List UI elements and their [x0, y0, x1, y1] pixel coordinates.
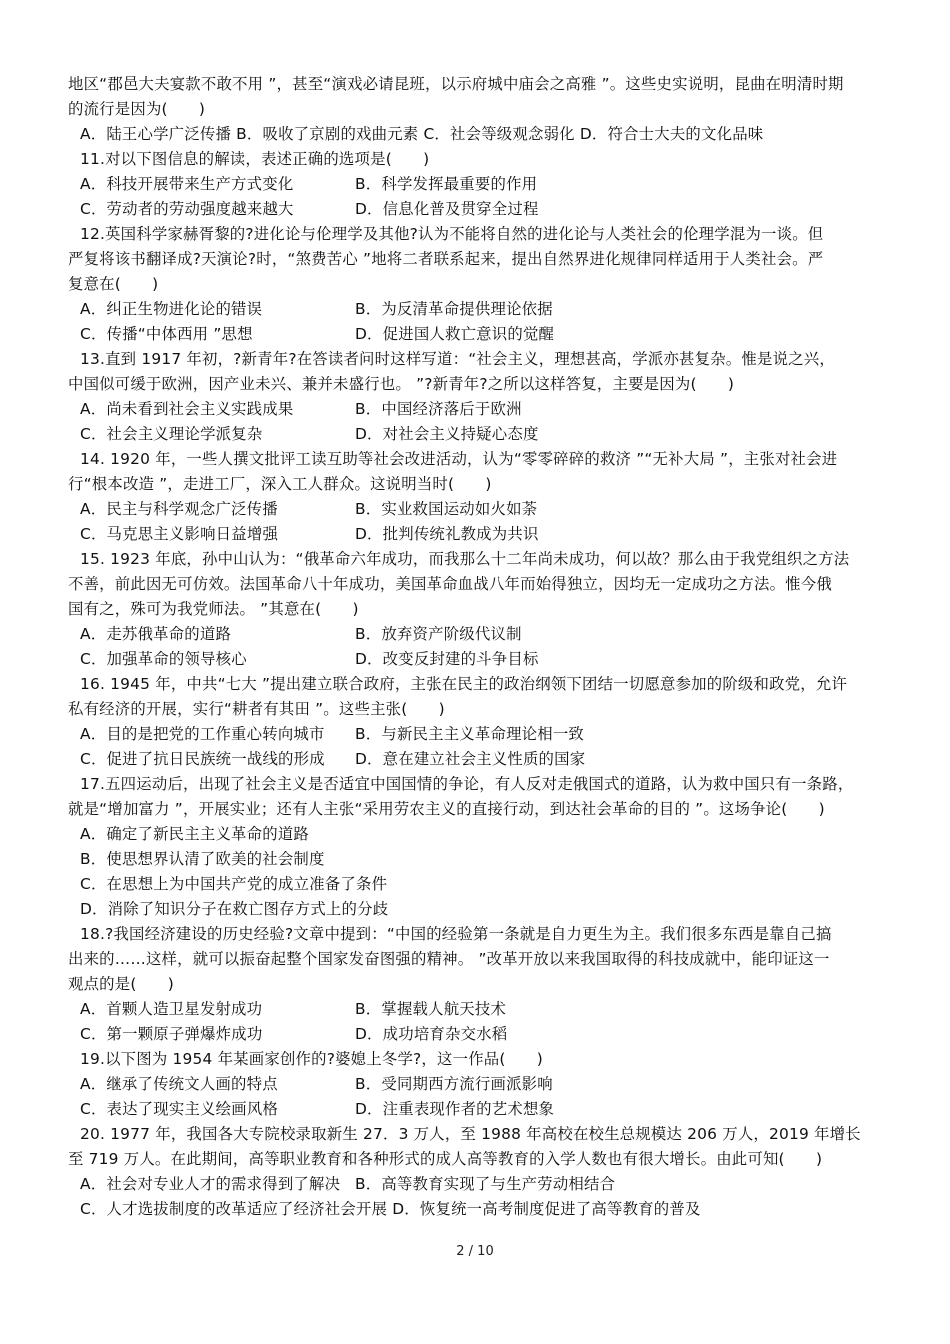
- option-text: A．目的是把党的工作重心转向城市: [80, 725, 325, 743]
- option-row: [68, 297, 886, 322]
- text-line: 12.英国科学家赫胥黎的?进化论与伦理学及其他?认为不能将自然的进化论与人类社会的伦理学混为一谈。但: [80, 225, 824, 243]
- text-line: 复意在( ): [68, 275, 159, 293]
- text-line: 19.以下图为 1954 年某画家创作的?婆媳上冬学?，这一作品( ): [80, 1050, 543, 1068]
- option-row: [68, 647, 886, 672]
- option-text: B．高等教育实现了与生产劳动相结合: [355, 1175, 616, 1193]
- option-text: B．中国经济落后于欧洲: [355, 400, 522, 418]
- text-line: 中国似可缓于欧洲，因产业未兴、兼并未盛行也。 ”?新青年?之所以这样答复，主要是因为( ): [68, 375, 735, 393]
- option-row: [68, 397, 886, 422]
- option-text: B．为反清革命提供理论依据: [355, 300, 553, 318]
- text-line: 严复将该书翻译成?天演论?时，“煞费苦心 ”地将二者联系起来，提出自然界进化规律同样适用于人类社会。严: [68, 250, 824, 268]
- text-line: 行“根本改造 ”，走进工厂，深入工人群众。这说明当时( ): [68, 475, 492, 493]
- option-text: B．掌握载人航天技术: [355, 1000, 507, 1018]
- option-text: C．传播“中体西用 ”思想: [80, 325, 253, 343]
- text-line: 观点的是( ): [68, 975, 174, 993]
- option-row: [68, 722, 886, 747]
- option-text: C．加强革命的领导核心: [80, 650, 247, 668]
- document-body: [68, 72, 886, 1222]
- text-line: 14. 1920 年，一些人撰文批评工读互助等社会改进活动，认为“零零碎碎的救济 ”“无补大局 ”，主张对社会进: [80, 450, 838, 468]
- option-text: B．实业救国运动如火如荼: [355, 500, 538, 518]
- option-row: [68, 1097, 886, 1122]
- text-line: 17.五四运动后，出现了社会主义是否适宜中国国情的争论，有人反对走俄国式的道路，认为救中国只有一条路，: [80, 775, 854, 793]
- option-text: C．表达了现实主义绘画风格: [80, 1100, 279, 1118]
- option-text: D．注重表现作者的艺术想象: [355, 1100, 555, 1118]
- text-line: A．确定了新民主主义革命的道路: [80, 825, 309, 843]
- option-text: D．促进国人救亡意识的觉醒: [355, 325, 555, 343]
- text-line: 就是“增加富力 ”，开展实业；还有人主张“采用劳农主义的直接行动，到达社会革命的目的 ”。这场争论( ): [68, 800, 825, 818]
- option-row: [68, 497, 886, 522]
- option-text: C．促进了抗日民族统一战线的形成: [80, 750, 325, 768]
- option-row: [68, 622, 886, 647]
- text-line: 13.直到 1917 年初，?新青年?在答读者问时这样写道：“社会主义，理想甚高，学派亦甚复杂。惟是说之兴，: [80, 350, 835, 368]
- option-text: D．意在建立社会主义性质的国家: [355, 750, 586, 768]
- option-text: A．首颗人造卫星发射成功: [80, 1000, 263, 1018]
- text-line: 出来的……这样，就可以振奋起整个国家发奋图强的精神。 ”改革开放以来我国取得的科技成就中，能印证这一: [68, 950, 830, 968]
- option-text: A．走苏俄革命的道路: [80, 625, 232, 643]
- text-line: 私有经济的开展，实行“耕者有其田 ”。这些主张( ): [68, 700, 445, 718]
- option-text: C．第一颗原子弹爆炸成功: [80, 1025, 263, 1043]
- option-text: A．尚未看到社会主义实践成果: [80, 400, 294, 418]
- text-line: 国有之，殊可为我党师法。 ”其意在( ): [68, 600, 359, 618]
- text-line: B．使思想界认清了欧美的社会制度: [80, 850, 325, 868]
- option-text: C．社会主义理论学派复杂: [80, 425, 263, 443]
- option-row: [68, 1022, 886, 1047]
- option-row: [68, 522, 886, 547]
- option-text: B．科学发挥最重要的作用: [355, 175, 538, 193]
- option-text: C．马克思主义影响日益增强: [80, 525, 279, 543]
- text-line: 15. 1923 年底，孙中山认为：“俄革命六年成功，而我那么十二年尚未成功，何以故？那么由于我党组织之方法: [80, 550, 850, 568]
- text-line: C．人才选拔制度的改革适应了经济社会开展 D．恢复统一高考制度促进了高等教育的普及: [80, 1200, 701, 1218]
- option-text: A．纠正生物进化论的错误: [80, 300, 263, 318]
- text-line: 的流行是因为( ): [68, 100, 206, 118]
- text-line: C．在思想上为中国共产党的成立准备了条件: [80, 875, 388, 893]
- text-line: 不善，前此因无可仿效。法国革命八十年成功，美国革命血战八年而始得独立，因均无一定成功之方法。惟今俄: [68, 575, 832, 593]
- option-row: [68, 1072, 886, 1097]
- option-text: C．劳动者的劳动强度越来越大: [80, 200, 294, 218]
- option-row: [68, 422, 886, 447]
- text-line: D．消除了知识分子在救亡图存方式上的分歧: [80, 900, 389, 918]
- text-line: 16. 1945 年，中共“七大 ”提出建立联合政府，主张在民主的政治纲领下团结一切愿意参加的阶级和政党，允许: [80, 675, 848, 693]
- option-text: B．受同期西方流行画派影响: [355, 1075, 553, 1093]
- page-number: 2 / 10: [456, 1244, 494, 1259]
- option-text: D．批判传统礼教成为共识: [355, 525, 539, 543]
- option-text: B．与新民主主义革命理论相一致: [355, 725, 585, 743]
- option-row: [68, 197, 886, 222]
- option-text: A．民主与科学观念广泛传播: [80, 500, 278, 518]
- option-text: A．社会对专业人才的需求得到了解决: [80, 1175, 341, 1193]
- text-line: 11.对以下图信息的解读，表述正确的选项是( ): [80, 150, 430, 168]
- option-text: D．成功培育杂交水稻: [355, 1025, 508, 1043]
- option-row: [68, 322, 886, 347]
- option-row: [68, 1172, 886, 1197]
- option-text: D．信息化普及贯穿全过程: [355, 200, 539, 218]
- text-line: 至 719 万人。在此期间，高等职业教育和各种形式的成人高等教育的入学人数也有很大增长。由此可知( ): [68, 1150, 823, 1168]
- option-text: D．对社会主义持疑心态度: [355, 425, 539, 443]
- option-text: D．改变反封建的斗争目标: [355, 650, 539, 668]
- option-text: B．放弃资产阶级代议制: [355, 625, 522, 643]
- text-line: 18.?我国经济建设的历史经验?文章中提到：“中国的经验第一条就是自力更生为主。我们很多东西是靠自己搞: [80, 925, 832, 943]
- option-row: [68, 747, 886, 772]
- option-row: [68, 172, 886, 197]
- text-line: A．陆王心学广泛传播 B．吸收了京剧的戏曲元素 C．社会等级观念弱化 D．符合士大夫的文化品味: [80, 125, 764, 143]
- option-text: A．科技开展带来生产方式变化: [80, 175, 294, 193]
- text-line: 20. 1977 年，我国各大专院校录取新生 27．3 万人，至 1988 年高校在校生总规模达 206 万人，2019 年增长: [80, 1125, 861, 1143]
- text-line: 地区“郡邑大夫宴款不敢不用 ”，甚至“演戏必请昆班，以示府城中庙会之高雅 ”。这些史实说明，昆曲在明清时期: [68, 75, 844, 93]
- option-text: A．继承了传统文人画的特点: [80, 1075, 278, 1093]
- option-row: [68, 997, 886, 1022]
